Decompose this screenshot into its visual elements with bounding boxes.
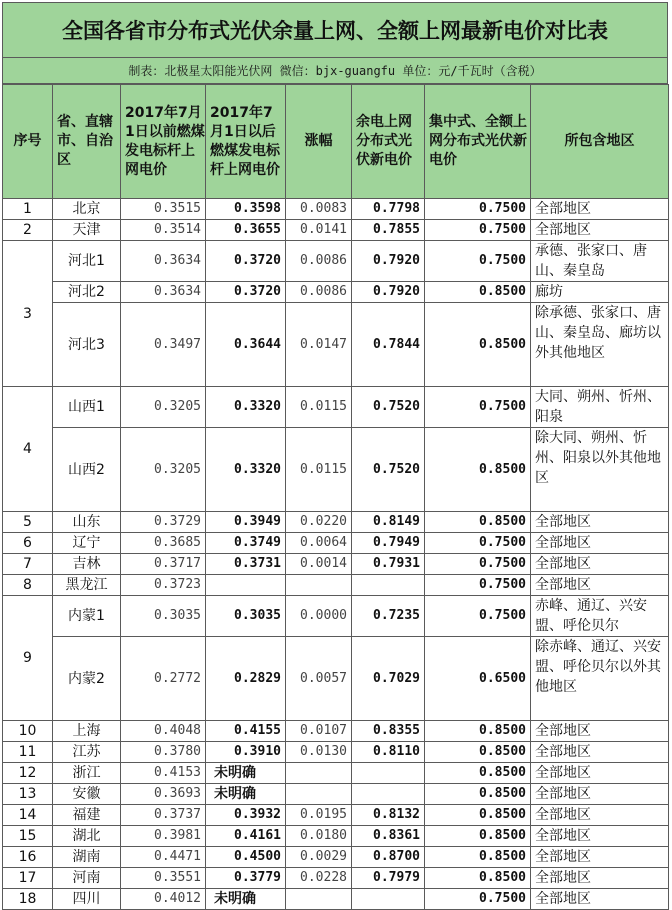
province-cell: 内蒙2 <box>53 637 121 721</box>
after-price-cell: 0.3720 <box>206 282 286 303</box>
before-price-cell: 0.3717 <box>121 554 206 575</box>
table-subtitle: 制表：北极星太阳能光伏网 微信：bjx-guangfu 单位：元/千瓦时（含税） <box>2 58 668 84</box>
province-cell: 四川 <box>53 889 121 910</box>
area-cell: 全部地区 <box>531 533 669 554</box>
province-cell: 河南 <box>53 868 121 889</box>
change-cell: 0.0000 <box>286 596 352 637</box>
change-cell: 0.0180 <box>286 826 352 847</box>
change-cell: 0.0014 <box>286 554 352 575</box>
after-price-cell: 0.3035 <box>206 596 286 637</box>
table-row <box>3 847 669 868</box>
area-cell: 全部地区 <box>531 512 669 533</box>
area-cell: 全部地区 <box>531 763 669 784</box>
full-price-cell: 0.8500 <box>425 763 531 784</box>
full-price-cell: 0.8500 <box>425 721 531 742</box>
after-price-cell: 0.3320 <box>206 428 286 512</box>
after-price-cell: 未明确 <box>206 889 286 910</box>
after-price-cell: 0.3598 <box>206 199 286 220</box>
full-price-cell: 0.7500 <box>425 220 531 241</box>
province-cell: 北京 <box>53 199 121 220</box>
row-number: 4 <box>3 387 53 512</box>
before-price-cell: 0.3634 <box>121 241 206 282</box>
full-price-cell: 0.7500 <box>425 241 531 282</box>
after-price-cell <box>206 575 286 596</box>
header-after-price: 2017年7月1日以后燃煤发电标杆上网电价 <box>206 85 286 199</box>
province-cell: 吉林 <box>53 554 121 575</box>
before-price-cell: 0.4048 <box>121 721 206 742</box>
change-cell: 0.0064 <box>286 533 352 554</box>
header-before-price: 2017年7月1日以前燃煤发电标杆上网电价 <box>121 85 206 199</box>
before-price-cell: 0.3780 <box>121 742 206 763</box>
price-table <box>2 84 669 910</box>
area-cell: 全部地区 <box>531 868 669 889</box>
province-cell: 安徽 <box>53 784 121 805</box>
row-number: 13 <box>3 784 53 805</box>
province-cell: 内蒙1 <box>53 596 121 637</box>
surplus-price-cell: 0.7920 <box>352 282 425 303</box>
province-cell: 江苏 <box>53 742 121 763</box>
surplus-price-cell: 0.7979 <box>352 868 425 889</box>
row-number: 7 <box>3 554 53 575</box>
area-cell: 全部地区 <box>531 889 669 910</box>
before-price-cell: 0.3551 <box>121 868 206 889</box>
surplus-price-cell: 0.8149 <box>352 512 425 533</box>
table-row <box>3 805 669 826</box>
surplus-price-cell: 0.7855 <box>352 220 425 241</box>
header-area: 所包含地区 <box>531 85 669 199</box>
before-price-cell: 0.3515 <box>121 199 206 220</box>
full-price-cell: 0.8500 <box>425 742 531 763</box>
full-price-cell: 0.8500 <box>425 868 531 889</box>
change-cell <box>286 575 352 596</box>
surplus-price-cell: 0.8132 <box>352 805 425 826</box>
change-cell: 0.0115 <box>286 387 352 428</box>
change-cell: 0.0130 <box>286 742 352 763</box>
full-price-cell: 0.6500 <box>425 637 531 721</box>
province-cell: 山西1 <box>53 387 121 428</box>
province-cell: 山东 <box>53 512 121 533</box>
full-price-cell: 0.8500 <box>425 303 531 387</box>
row-number: 3 <box>3 241 53 387</box>
area-cell: 全部地区 <box>531 199 669 220</box>
full-price-cell: 0.7500 <box>425 575 531 596</box>
before-price-cell: 0.3634 <box>121 282 206 303</box>
change-cell: 0.0147 <box>286 303 352 387</box>
before-price-cell: 0.3693 <box>121 784 206 805</box>
change-cell: 0.0029 <box>286 847 352 868</box>
table-row <box>3 575 669 596</box>
area-cell: 除大同、朔州、忻州、阳泉以外其他地区 <box>531 428 669 512</box>
header-province: 省、直辖市、自治区 <box>53 85 121 199</box>
surplus-price-cell: 0.7235 <box>352 596 425 637</box>
table-row <box>3 199 669 220</box>
after-price-cell: 0.3720 <box>206 241 286 282</box>
row-number: 6 <box>3 533 53 554</box>
before-price-cell: 0.4012 <box>121 889 206 910</box>
row-number: 5 <box>3 512 53 533</box>
full-price-cell: 0.8500 <box>425 805 531 826</box>
after-price-cell: 未明确 <box>206 784 286 805</box>
table-row <box>3 721 669 742</box>
header-no: 序号 <box>3 85 53 199</box>
province-cell: 山西2 <box>53 428 121 512</box>
table-row <box>3 428 669 512</box>
before-price-cell: 0.3685 <box>121 533 206 554</box>
after-price-cell: 0.4500 <box>206 847 286 868</box>
area-cell: 承德、张家口、唐山、秦皇岛 <box>531 241 669 282</box>
province-cell: 河北3 <box>53 303 121 387</box>
change-cell: 0.0220 <box>286 512 352 533</box>
surplus-price-cell <box>352 763 425 784</box>
header-surplus-price: 余电上网分布式光伏新电价 <box>352 85 425 199</box>
after-price-cell: 0.3320 <box>206 387 286 428</box>
full-price-cell: 0.7500 <box>425 554 531 575</box>
full-price-cell: 0.8500 <box>425 826 531 847</box>
table-row <box>3 220 669 241</box>
table-row <box>3 826 669 847</box>
surplus-price-cell: 0.8700 <box>352 847 425 868</box>
area-cell: 全部地区 <box>531 220 669 241</box>
table-title: 全国各省市分布式光伏余量上网、全额上网最新电价对比表 <box>2 2 668 58</box>
row-number: 10 <box>3 721 53 742</box>
area-cell: 全部地区 <box>531 721 669 742</box>
surplus-price-cell: 0.8361 <box>352 826 425 847</box>
after-price-cell: 0.3655 <box>206 220 286 241</box>
table-row <box>3 241 669 282</box>
before-price-cell: 0.3514 <box>121 220 206 241</box>
area-cell: 全部地区 <box>531 805 669 826</box>
surplus-price-cell: 0.7949 <box>352 533 425 554</box>
after-price-cell: 0.3949 <box>206 512 286 533</box>
before-price-cell: 0.3205 <box>121 387 206 428</box>
row-number: 9 <box>3 596 53 721</box>
before-price-cell: 0.3729 <box>121 512 206 533</box>
table-row <box>3 889 669 910</box>
full-price-cell: 0.8500 <box>425 512 531 533</box>
area-cell: 全部地区 <box>531 554 669 575</box>
area-cell: 除承德、张家口、唐山、秦皇岛、廊坊以外其他地区 <box>531 303 669 387</box>
province-cell: 福建 <box>53 805 121 826</box>
surplus-price-cell <box>352 575 425 596</box>
province-cell: 河北2 <box>53 282 121 303</box>
after-price-cell: 0.3644 <box>206 303 286 387</box>
province-cell: 上海 <box>53 721 121 742</box>
table-row <box>3 387 669 428</box>
province-cell: 辽宁 <box>53 533 121 554</box>
table-row <box>3 512 669 533</box>
header-row <box>3 85 669 199</box>
row-number: 2 <box>3 220 53 241</box>
change-cell: 0.0228 <box>286 868 352 889</box>
full-price-cell: 0.8500 <box>425 428 531 512</box>
row-number: 17 <box>3 868 53 889</box>
table-row <box>3 303 669 387</box>
after-price-cell: 0.3910 <box>206 742 286 763</box>
area-cell: 廊坊 <box>531 282 669 303</box>
before-price-cell: 0.4471 <box>121 847 206 868</box>
full-price-cell: 0.8500 <box>425 784 531 805</box>
table-row <box>3 868 669 889</box>
full-price-cell: 0.7500 <box>425 533 531 554</box>
after-price-cell: 0.3731 <box>206 554 286 575</box>
row-number: 16 <box>3 847 53 868</box>
row-number: 18 <box>3 889 53 910</box>
surplus-price-cell: 0.7029 <box>352 637 425 721</box>
surplus-price-cell: 0.7844 <box>352 303 425 387</box>
change-cell <box>286 763 352 784</box>
after-price-cell: 0.3932 <box>206 805 286 826</box>
row-number: 8 <box>3 575 53 596</box>
change-cell: 0.0086 <box>286 282 352 303</box>
area-cell: 全部地区 <box>531 784 669 805</box>
surplus-price-cell: 0.8110 <box>352 742 425 763</box>
province-cell: 湖北 <box>53 826 121 847</box>
surplus-price-cell: 0.7520 <box>352 428 425 512</box>
area-cell: 大同、朔州、忻州、阳泉 <box>531 387 669 428</box>
change-cell <box>286 784 352 805</box>
surplus-price-cell <box>352 889 425 910</box>
change-cell: 0.0057 <box>286 637 352 721</box>
header-full-price: 集中式、全额上网分布式光伏新电价 <box>425 85 531 199</box>
row-number: 15 <box>3 826 53 847</box>
surplus-price-cell: 0.7931 <box>352 554 425 575</box>
table-row <box>3 784 669 805</box>
surplus-price-cell: 0.7920 <box>352 241 425 282</box>
row-number: 11 <box>3 742 53 763</box>
change-cell: 0.0083 <box>286 199 352 220</box>
full-price-cell: 0.8500 <box>425 847 531 868</box>
area-cell: 全部地区 <box>531 847 669 868</box>
province-cell: 黑龙江 <box>53 575 121 596</box>
surplus-price-cell: 0.7520 <box>352 387 425 428</box>
before-price-cell: 0.3497 <box>121 303 206 387</box>
before-price-cell: 0.2772 <box>121 637 206 721</box>
after-price-cell: 0.3749 <box>206 533 286 554</box>
table-row <box>3 282 669 303</box>
change-cell: 0.0086 <box>286 241 352 282</box>
province-cell: 湖南 <box>53 847 121 868</box>
table-row <box>3 637 669 721</box>
row-number: 14 <box>3 805 53 826</box>
table-row <box>3 596 669 637</box>
area-cell: 全部地区 <box>531 575 669 596</box>
change-cell: 0.0141 <box>286 220 352 241</box>
row-number: 12 <box>3 763 53 784</box>
after-price-cell: 0.4161 <box>206 826 286 847</box>
province-cell: 天津 <box>53 220 121 241</box>
table-row <box>3 742 669 763</box>
header-change: 涨幅 <box>286 85 352 199</box>
province-cell: 河北1 <box>53 241 121 282</box>
change-cell: 0.0107 <box>286 721 352 742</box>
full-price-cell: 0.7500 <box>425 889 531 910</box>
before-price-cell: 0.3723 <box>121 575 206 596</box>
change-cell: 0.0195 <box>286 805 352 826</box>
full-price-cell: 0.7500 <box>425 387 531 428</box>
before-price-cell: 0.4153 <box>121 763 206 784</box>
surplus-price-cell: 0.8355 <box>352 721 425 742</box>
after-price-cell: 0.4155 <box>206 721 286 742</box>
change-cell: 0.0115 <box>286 428 352 512</box>
after-price-cell: 0.2829 <box>206 637 286 721</box>
full-price-cell: 0.7500 <box>425 199 531 220</box>
area-cell: 全部地区 <box>531 826 669 847</box>
area-cell: 除赤峰、通辽、兴安盟、呼伦贝尔以外其他地区 <box>531 637 669 721</box>
area-cell: 赤峰、通辽、兴安盟、呼伦贝尔 <box>531 596 669 637</box>
table-row <box>3 554 669 575</box>
surplus-price-cell <box>352 784 425 805</box>
before-price-cell: 0.3035 <box>121 596 206 637</box>
row-number: 1 <box>3 199 53 220</box>
full-price-cell: 0.7500 <box>425 596 531 637</box>
change-cell <box>286 889 352 910</box>
surplus-price-cell: 0.7798 <box>352 199 425 220</box>
area-cell: 全部地区 <box>531 742 669 763</box>
before-price-cell: 0.3981 <box>121 826 206 847</box>
before-price-cell: 0.3205 <box>121 428 206 512</box>
table-row <box>3 533 669 554</box>
full-price-cell: 0.8500 <box>425 282 531 303</box>
after-price-cell: 未明确 <box>206 763 286 784</box>
province-cell: 浙江 <box>53 763 121 784</box>
before-price-cell: 0.3737 <box>121 805 206 826</box>
after-price-cell: 0.3779 <box>206 868 286 889</box>
table-row <box>3 763 669 784</box>
